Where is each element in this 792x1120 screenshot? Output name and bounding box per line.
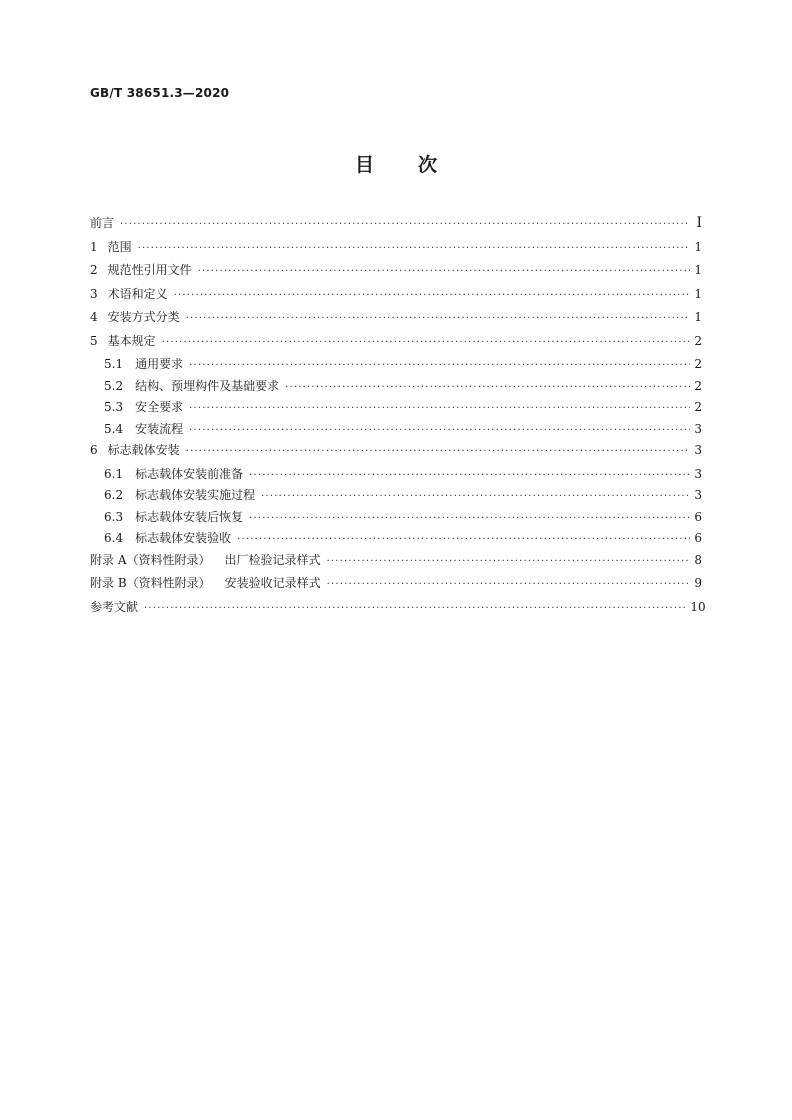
toc-entry-section-4[interactable] bbox=[90, 308, 702, 332]
toc-entry-number: 5.3 bbox=[104, 400, 124, 414]
toc-entry-section-6-4[interactable] bbox=[90, 529, 702, 551]
toc-entry-number: 5.2 bbox=[104, 378, 124, 393]
toc-entry-page: 10 bbox=[690, 599, 706, 614]
toc-entry-label: 结构、预埋构件及基础要求 bbox=[135, 378, 280, 393]
toc-entry-section-6-2[interactable] bbox=[90, 486, 702, 508]
toc-entry-label bbox=[90, 574, 321, 591]
toc-entry-page: 3 bbox=[694, 488, 702, 502]
toc-entry-section-2[interactable] bbox=[90, 261, 702, 285]
dot-leader bbox=[327, 556, 691, 567]
toc-entry-appendix-a[interactable] bbox=[90, 551, 702, 575]
toc-entry-number: 3 bbox=[90, 286, 98, 301]
toc-entry-label: 范围 bbox=[107, 239, 132, 254]
toc-entry-label: 术语和定义 bbox=[107, 286, 168, 301]
dot-leader bbox=[261, 491, 690, 502]
appendix-designation: 附录 A（资料性附录） bbox=[90, 552, 211, 567]
dot-leader bbox=[237, 534, 690, 545]
dot-leader bbox=[189, 403, 690, 414]
toc-entry-page: 6 bbox=[694, 531, 702, 545]
dot-leader bbox=[198, 266, 690, 277]
toc-entry-label: 标志载体安装 bbox=[107, 443, 180, 457]
toc-entry-number: 1 bbox=[90, 239, 98, 254]
toc-entry-number: 6.4 bbox=[104, 531, 124, 545]
toc-entry-appendix-b[interactable] bbox=[90, 574, 702, 598]
toc-entry-label: 标志载体安装验收 bbox=[135, 531, 232, 545]
page-title bbox=[0, 150, 792, 177]
title-char-1: 目 bbox=[354, 154, 374, 176]
toc-entry-page: I bbox=[696, 215, 702, 231]
toc-entry-number: 6.1 bbox=[104, 466, 124, 481]
appendix-title: 安装验收记录样式 bbox=[224, 576, 321, 590]
toc-entry-references[interactable] bbox=[90, 598, 706, 622]
toc-entry-label: 基本规定 bbox=[107, 333, 156, 348]
standard-code: GB/T 38651.3—2020 bbox=[90, 86, 230, 100]
toc-entry-section-6-3[interactable] bbox=[90, 508, 702, 530]
toc-entry-label: 通用要求 bbox=[135, 357, 184, 371]
toc-entry-label: 标志载体安装实施过程 bbox=[135, 488, 256, 502]
toc-entry-page: 1 bbox=[694, 263, 702, 277]
toc-entry-label bbox=[90, 551, 321, 568]
toc-entry-number: 2 bbox=[90, 263, 98, 277]
toc-entry-label: 参考文献 bbox=[90, 599, 139, 614]
toc-entry-label: 安装方式分类 bbox=[107, 310, 180, 324]
toc-entry-page: 1 bbox=[694, 310, 702, 324]
title-char-2: 次 bbox=[418, 154, 438, 176]
toc-entry-number: 5.4 bbox=[104, 421, 124, 436]
toc-entry-section-5-2[interactable] bbox=[90, 377, 702, 399]
toc-entry-section-6-1[interactable] bbox=[90, 465, 702, 487]
toc-entry-label: 标志载体安装前准备 bbox=[135, 466, 244, 481]
dot-leader bbox=[249, 513, 690, 524]
appendix-title: 出厂检验记录样式 bbox=[224, 552, 321, 567]
dot-leader bbox=[285, 382, 690, 393]
toc-entry-number: 6 bbox=[90, 443, 98, 457]
dot-leader bbox=[162, 337, 690, 348]
toc-entry-label: 规范性引用文件 bbox=[107, 263, 192, 277]
toc-entry-label: 标志载体安装后恢复 bbox=[135, 509, 244, 524]
dot-leader bbox=[120, 219, 690, 230]
dot-leader bbox=[189, 360, 690, 371]
toc-entry-section-5[interactable] bbox=[90, 332, 702, 356]
toc-entry-page: 2 bbox=[694, 378, 702, 393]
appendix-designation: 附录 B（资料性附录） bbox=[90, 576, 211, 590]
toc-entry-number: 4 bbox=[90, 310, 98, 324]
dot-leader bbox=[249, 470, 690, 481]
toc-entry-label: 安全要求 bbox=[135, 400, 184, 414]
toc-entry-page: 2 bbox=[694, 400, 702, 414]
dot-leader bbox=[174, 290, 690, 301]
toc-entry-page: 3 bbox=[694, 421, 702, 436]
toc-entry-label: 安装流程 bbox=[135, 421, 184, 436]
toc-entry-section-5-3[interactable] bbox=[90, 398, 702, 420]
toc-entry-label: 前言 bbox=[90, 216, 115, 230]
toc-entry-number: 5 bbox=[90, 333, 98, 348]
dot-leader bbox=[186, 446, 690, 457]
dot-leader bbox=[189, 425, 690, 436]
table-of-contents bbox=[90, 214, 706, 621]
dot-leader bbox=[144, 603, 686, 614]
toc-entry-page: 1 bbox=[694, 286, 702, 301]
dot-leader bbox=[138, 243, 690, 254]
toc-entry-section-6[interactable] bbox=[90, 441, 702, 465]
toc-entry-page: 3 bbox=[694, 443, 702, 457]
toc-entry-number: 6.2 bbox=[104, 488, 124, 502]
toc-entry-page: 8 bbox=[694, 552, 702, 567]
toc-entry-section-3[interactable] bbox=[90, 285, 702, 309]
toc-entry-preface[interactable] bbox=[90, 214, 702, 238]
dot-leader bbox=[327, 579, 690, 590]
toc-entry-section-5-4[interactable] bbox=[90, 420, 702, 442]
dot-leader bbox=[186, 313, 690, 324]
toc-entry-number: 5.1 bbox=[104, 357, 124, 371]
toc-entry-page: 6 bbox=[694, 509, 702, 524]
toc-entry-page: 1 bbox=[694, 239, 702, 254]
toc-entry-page: 9 bbox=[694, 576, 702, 590]
toc-entry-page: 2 bbox=[694, 333, 702, 348]
toc-entry-number: 6.3 bbox=[104, 509, 124, 524]
toc-entry-section-1[interactable] bbox=[90, 238, 702, 262]
toc-entry-page: 3 bbox=[694, 466, 702, 481]
toc-entry-section-5-1[interactable] bbox=[90, 355, 702, 377]
toc-entry-page: 2 bbox=[694, 357, 702, 371]
